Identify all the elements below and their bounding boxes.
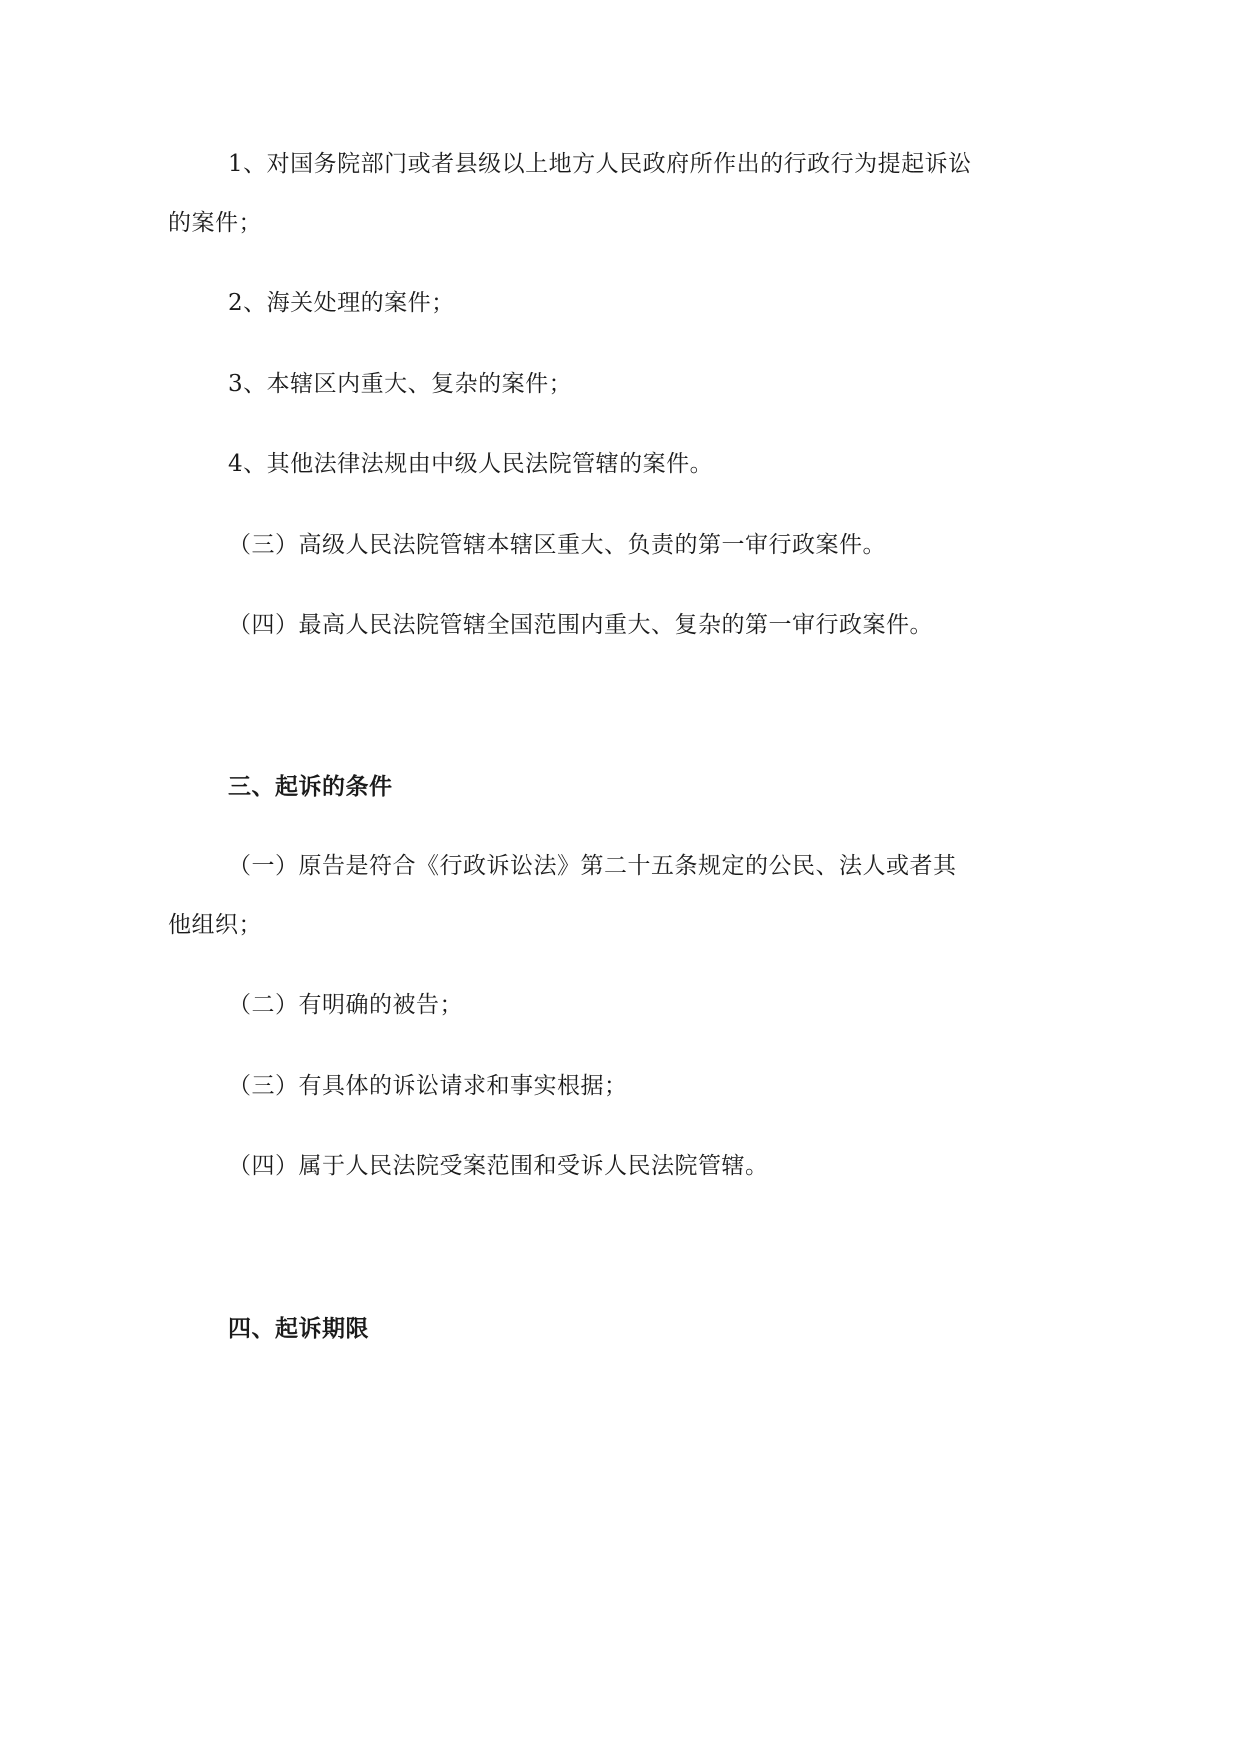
subsection-four: （四）最高人民法院管辖全国范围内重大、复杂的第一审行政案件。 <box>228 612 933 638</box>
item4: 4、其他法律法规由中级人民法院管辖的案件。 <box>228 451 714 477</box>
item2: 2、海关处理的案件； <box>228 290 455 316</box>
item1-line1: 1、对国务院部门或者县级以上地方人民政府所作出的行政行为提起诉讼 <box>228 151 972 177</box>
condition1-line1: （一）原告是符合《行政诉讼法》第二十五条规定的公民、法人或者其 <box>228 853 957 879</box>
subsection-three: （三）高级人民法院管辖本辖区重大、负责的第一审行政案件。 <box>228 532 886 558</box>
item3: 3、本辖区内重大、复杂的案件； <box>228 371 573 397</box>
condition3: （三）有具体的诉讼请求和事实根据； <box>228 1073 628 1099</box>
section-three-heading: 三、起诉的条件 <box>228 774 393 800</box>
condition1-line2: 他组织； <box>168 912 262 938</box>
section-four-heading: 四、起诉期限 <box>228 1316 369 1342</box>
condition4: （四）属于人民法院受案范围和受诉人民法院管辖。 <box>228 1153 769 1179</box>
condition2: （二）有明确的被告； <box>228 992 463 1018</box>
item1-line2: 的案件； <box>168 210 262 236</box>
